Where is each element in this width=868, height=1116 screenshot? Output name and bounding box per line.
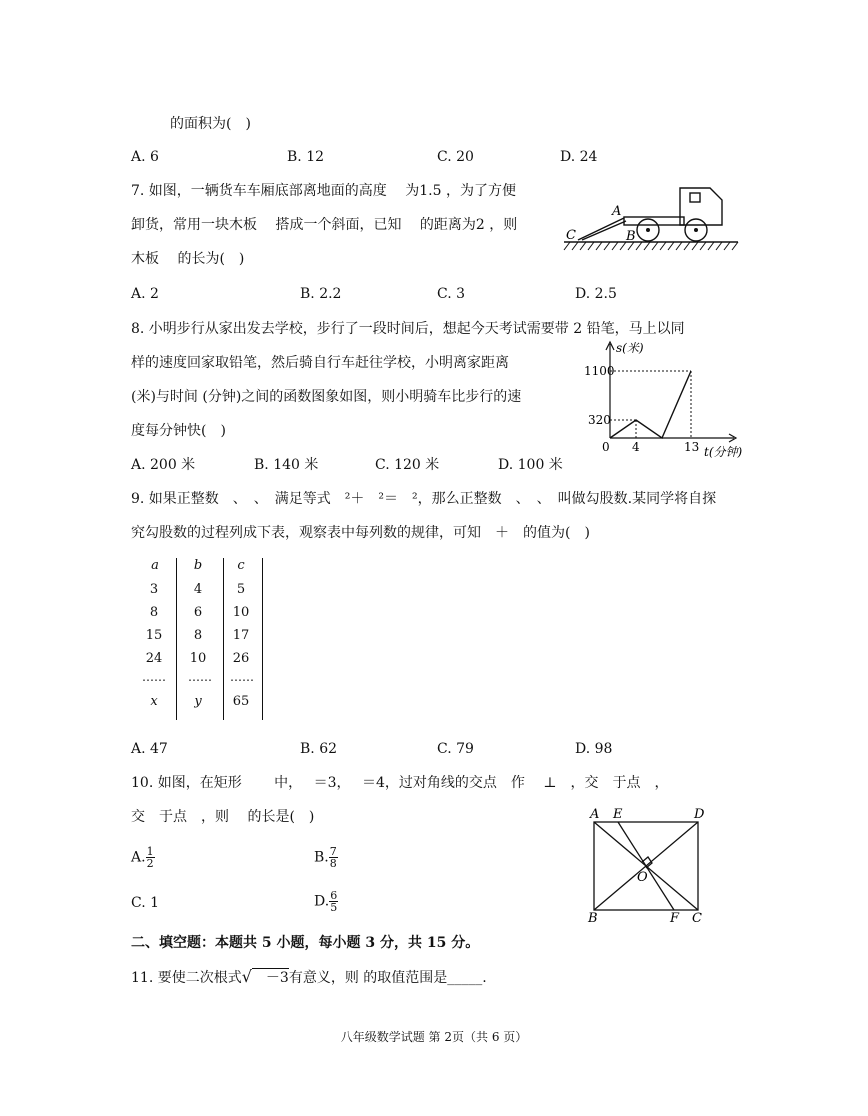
table-cell: 65 <box>232 694 250 709</box>
q11-line: 11. 要使二次根式√ －3有意义，则 的取值范围是_____. <box>131 967 487 986</box>
table-cell: 3 <box>149 582 159 597</box>
q8-line1: 8. 小明步行从家出发去学校，步行了一段时间后，想起今天考试需要带 2 铅笔，马上以同 <box>131 321 685 337</box>
q6-option-b: B. 12 <box>287 149 325 165</box>
table-cell: 15 <box>145 628 163 643</box>
graph-x-tick-13: 13 <box>684 440 700 454</box>
table-cell: …… <box>188 670 212 684</box>
q10-line2: 交 于点 ，则 的长是( ) <box>131 809 315 825</box>
q7-option-a: A. 2 <box>131 286 159 302</box>
q9-option-c: C. 79 <box>437 741 474 757</box>
q7-line2: 卸货，常用一块木板 搭成一个斜面，已知 的距离为2 ，则 <box>131 217 518 233</box>
graph-y-label: s(米) <box>616 341 644 355</box>
table-cell: y <box>194 694 202 709</box>
truck-figure <box>562 180 742 260</box>
q8-line4: 度每分钟快( ) <box>131 423 226 439</box>
rect-label-f: F <box>670 911 680 926</box>
table-cell: 5 <box>236 582 246 597</box>
q10-option-b: B. $\frac{7}{8}$ <box>314 845 337 870</box>
q8-option-a: A. 200 米 <box>131 457 196 473</box>
rect-label-a: A <box>590 807 600 822</box>
graph-x-tick-0: 0 <box>602 440 610 454</box>
q7-option-b: B. 2.2 <box>300 286 342 302</box>
q7-option-d: D. 2.5 <box>575 286 617 302</box>
table-cell: 17 <box>232 628 250 643</box>
table-cell: …… <box>230 670 254 684</box>
section-2-heading: 二、填空题：本题共 5 小题，每小题 3 分，共 15 分。 <box>131 935 480 951</box>
table-cell: …… <box>142 670 166 684</box>
table-cell: 10 <box>189 651 207 666</box>
q6-tail: 的面积为( ) <box>170 116 251 132</box>
sqrt-expression: √ －3 <box>241 967 289 986</box>
pythagorean-table <box>138 556 268 722</box>
page-footer: 八年级数学试题 第 2页（共 6 页） <box>340 1030 528 1044</box>
rect-label-o: O <box>637 870 648 885</box>
table-cell: 10 <box>232 605 250 620</box>
table-cell: 8 <box>149 605 159 620</box>
rectangle-figure <box>586 806 716 926</box>
q8-option-c: C. 120 米 <box>375 457 440 473</box>
q10-option-d: D. $\frac{6}{5}$ <box>314 889 338 914</box>
q8-line2: 样的速度回家取铅笔，然后骑自行车赶往学校，小明离家距离 <box>131 355 509 371</box>
q8-line3: (米)与时间 (分钟)之间的函数图象如图，则小明骑车比步行的速 <box>131 389 522 405</box>
q7-option-c: C. 3 <box>437 286 466 302</box>
q9-option-a: A. 47 <box>131 741 168 757</box>
graph-x-label: t(分钟) <box>704 445 743 459</box>
q6-option-d: D. 24 <box>560 149 598 165</box>
graph-y-tick-1100: 1100 <box>584 364 615 378</box>
table-cell: 6 <box>193 605 203 620</box>
rect-label-e: E <box>613 807 623 822</box>
truck-label-a: A <box>612 204 622 219</box>
q9-line1: 9. 如果正整数 、 、 满足等式 ²＋ ²＝ ²，那么正整数 、 、 叫做勾股数.某同学将自探 <box>131 491 717 507</box>
distance-time-graph <box>584 338 764 463</box>
table-cell: 4 <box>193 582 203 597</box>
table-cell: 24 <box>145 651 163 666</box>
table-cell: 26 <box>232 651 250 666</box>
q9-line2: 究勾股数的过程列成下表，观察表中每列数的规律，可知 ＋ 的值为( ) <box>131 525 590 541</box>
q9-option-d: D. 98 <box>575 741 613 757</box>
q10-option-a: A. $\frac{1}{2}$ <box>131 845 154 870</box>
rect-label-b: B <box>588 911 598 926</box>
rect-label-c: C <box>692 911 702 926</box>
truck-label-c: C <box>566 228 576 243</box>
q10-option-c: C. 1 <box>131 895 160 911</box>
table-cell: 8 <box>193 628 203 643</box>
q8-option-b: B. 140 米 <box>254 457 319 473</box>
table-cell: x <box>150 694 158 709</box>
table-header-a: a <box>151 558 159 573</box>
q6-option-c: C. 20 <box>437 149 474 165</box>
q10-line1: 10. 如图，在矩形 中， ＝3， ＝4，过对角线的交点 作 ⊥ ，交 于点 ， <box>131 775 669 791</box>
q9-option-b: B. 62 <box>300 741 338 757</box>
q7-line1: 7. 如图，一辆货车车厢底部离地面的高度 为1.5 ，为了方便 <box>131 183 516 199</box>
rect-label-d: D <box>694 807 705 822</box>
truck-label-b: B <box>626 229 636 244</box>
table-header-c: c <box>237 558 245 573</box>
graph-y-tick-320: 320 <box>588 413 611 427</box>
q6-option-a: A. 6 <box>131 149 159 165</box>
q8-option-d: D. 100 米 <box>498 457 563 473</box>
q7-line3: 木板 的长为( ) <box>131 251 245 267</box>
graph-x-tick-4: 4 <box>632 440 640 454</box>
table-header-b: b <box>193 558 203 573</box>
